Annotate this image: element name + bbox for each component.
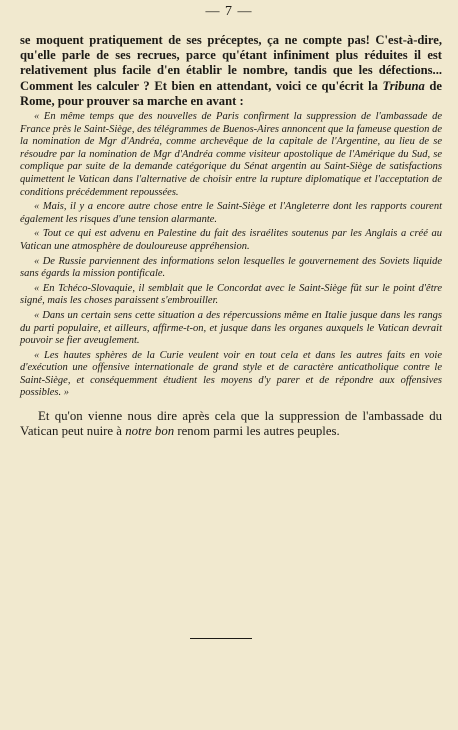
quote-paragraph: « Dans un certain sens cette situation a des répercussions même en Italie jusque dans les rangs du parti populaire, et ailleurs, affirme-t-on, et jusque dans les organes auxquels le Vatican devrait pouvoir se fier aveuglement. (20, 309, 442, 347)
opening-paragraph (20, 33, 442, 109)
newspaper-name: Tribuna (382, 78, 425, 93)
quote-paragraph: « De Russie parviennent des informations selon lesquelles le gouvernement des Soviets liquide sans égards la mission pontificale. (20, 255, 442, 280)
opening-text-before: se moquent pratiquement de ses préceptes, ça ne compte pas! C'est-à-dire, qu'elle parle de ses recrues, parce qu'étant infiniment plus réduites il est relativement plus facile d'en établir le nombre, tandis que les défections... Comment les calculer ? Et bien en attendant, voici ce qu'écrit la (20, 33, 442, 93)
closing-paragraph (20, 409, 442, 440)
opening-text-after: de Rome, pour prouver sa marche en avant : (20, 78, 442, 108)
end-rule (190, 638, 252, 639)
closing-emphasis: notre bon (125, 424, 175, 439)
closing-text-before: Et qu'on vienne nous dire après cela que la suppression de l'ambassade du Vatican peut nuire à (20, 409, 442, 439)
quote-paragraph: « En Tchéco-Slovaquie, il semblait que le Concordat avec le Saint-Siège fût sur le point d'être signé, mais les choses paraissent s'embrouiller. (20, 282, 442, 307)
page-body (20, 33, 442, 440)
page-number: — 7 — (205, 4, 253, 19)
closing-text-after: renom parmi les autres peuples. (174, 424, 340, 439)
quote-paragraph: « Mais, il y a encore autre chose entre le Saint-Siège et l'Angleterre dont les rapports courent également les risques d'une tension alarmante. (20, 201, 442, 225)
quote-paragraph: « Les hautes sphères de la Curie veulent voir en tout cela et dans les autres faits en voie d'exécution une offensive internationale de grand style et de caractère anticatholique contre le Saint-Siège, et conséquemment étudient les moyens d'y parer et de répondre aux offensives possibles. » (20, 349, 442, 399)
quote-paragraph: « En même temps que des nouvelles de Paris confirment la suppression de l'ambassade de France près le Saint-Siège, des télégrammes de Buenos-Aires annoncent que la fameuse question de la nomination de Mgr d'Andréa, comme archevêque de la capitale de l'Argentine, au lieu de se résoudre par la nomination de Mgr d'Andréa comme visiteur apostolique de l'Amérique du Sud, se complique par suite de la demande catégorique du Sénat argentin au Saint-Siège de satisfactions quimettent le Vatican dans l'alternative de choisir entre la rupture diplomatique et l'acceptation de conditions précédemment repoussées. (20, 111, 442, 198)
quote-paragraph: « Tout ce qui est advenu en Palestine du fait des israélites soutenus par les Anglais a créé au Vatican une atmosphère de douloureuse appréhension. (20, 228, 442, 252)
